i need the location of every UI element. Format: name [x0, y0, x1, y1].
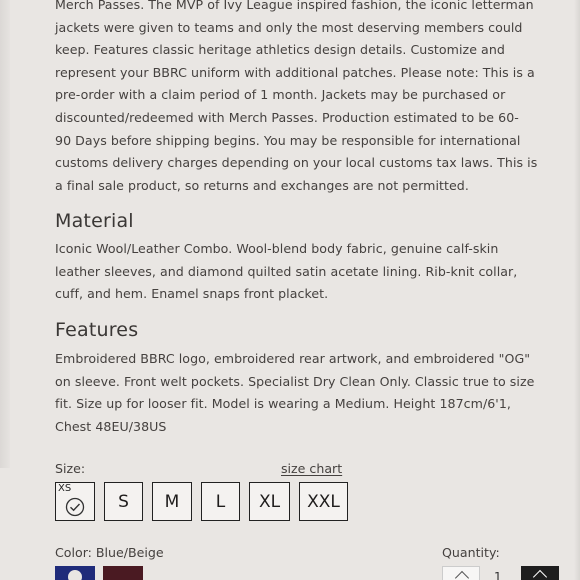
description-line: keep. Features classic heritage athletics design details. Customize and: [55, 42, 505, 58]
description-line: customs delivery charges depending on your local customs tax laws. This is: [55, 155, 538, 171]
features-line: on sleeve. Front welt pockets. Specialist Dry Clean Only. Classic true to size: [55, 373, 535, 389]
material-line: leather sleeves, and diamond quilted satin acetate lining. Rib-knit collar,: [55, 263, 518, 279]
features-text: [55, 348, 565, 438]
features-line: fit. Size up for looser fit. Model is wearing a Medium. Height 187cm/6'1,: [55, 396, 511, 412]
material-heading: Material: [55, 210, 134, 232]
size-label: Size:: [55, 461, 86, 476]
quantity-decrement-button[interactable]: [442, 566, 480, 580]
color-swatch-blue-beige[interactable]: [55, 566, 95, 580]
features-line: Chest 48EU/38US: [55, 418, 167, 434]
features-line: Embroidered BBRC logo, embroidered rear artwork, and embroidered "OG": [55, 351, 531, 366]
size-option-m[interactable]: [152, 482, 192, 521]
quantity-label: Quantity:: [442, 545, 500, 560]
size-option-l[interactable]: [201, 482, 240, 521]
size-option-xxl[interactable]: [299, 482, 348, 521]
description-line: 90 Days before shipping begins. You may be responsible for international: [55, 132, 521, 148]
size-option-xl[interactable]: [249, 482, 290, 521]
product-description: [55, 0, 565, 197]
size-option-s[interactable]: [104, 482, 143, 521]
description-line: a final sale product, so returns and exchanges are not permitted.: [55, 177, 469, 193]
size-options: [55, 482, 348, 521]
quantity-increment-button[interactable]: [521, 566, 559, 580]
color-label: Color: Blue/Beige: [55, 545, 164, 560]
size-option-label: L: [215, 491, 226, 512]
material-text: [55, 238, 565, 306]
description-line: pre-order with a claim period of 1 month. Jackets may be purchased or: [55, 87, 506, 103]
size-option-label: M: [164, 491, 180, 512]
size-option-label: S: [118, 491, 129, 512]
material-line: Iconic Wool/Leather Combo. Wool-blend body fabric, genuine calf-skin: [55, 241, 499, 256]
features-heading: Features: [55, 319, 139, 341]
quantity-value[interactable]: 1: [494, 570, 502, 580]
right-edge-panel: [574, 0, 580, 580]
left-edge-panel: [0, 0, 10, 468]
size-option-label: XS: [58, 483, 72, 494]
size-option-label: XL: [258, 491, 281, 512]
description-line: discounted/redeemed with Merch Passes. Production estimated to be 60-: [55, 109, 519, 125]
check-circle-icon: [65, 497, 85, 517]
color-swatch-maroon[interactable]: [103, 566, 143, 580]
material-line: cuff, and hem. Enamel snaps front placket.: [55, 286, 329, 302]
chevron-icon: [455, 571, 469, 580]
description-line: Merch Passes. The MVP of Ivy League inspired fashion, the iconic letterman: [55, 0, 534, 12]
chevron-icon: [533, 570, 547, 580]
size-option-label: XXL: [307, 491, 340, 512]
size-chart-link[interactable]: size chart: [281, 461, 343, 476]
description-line: jackets were given to teams and only the most deserving members could: [55, 19, 523, 35]
size-option-xs[interactable]: [55, 482, 95, 521]
description-line: represent your BBRC uniform with additional patches. Please note: This is a: [55, 64, 535, 80]
